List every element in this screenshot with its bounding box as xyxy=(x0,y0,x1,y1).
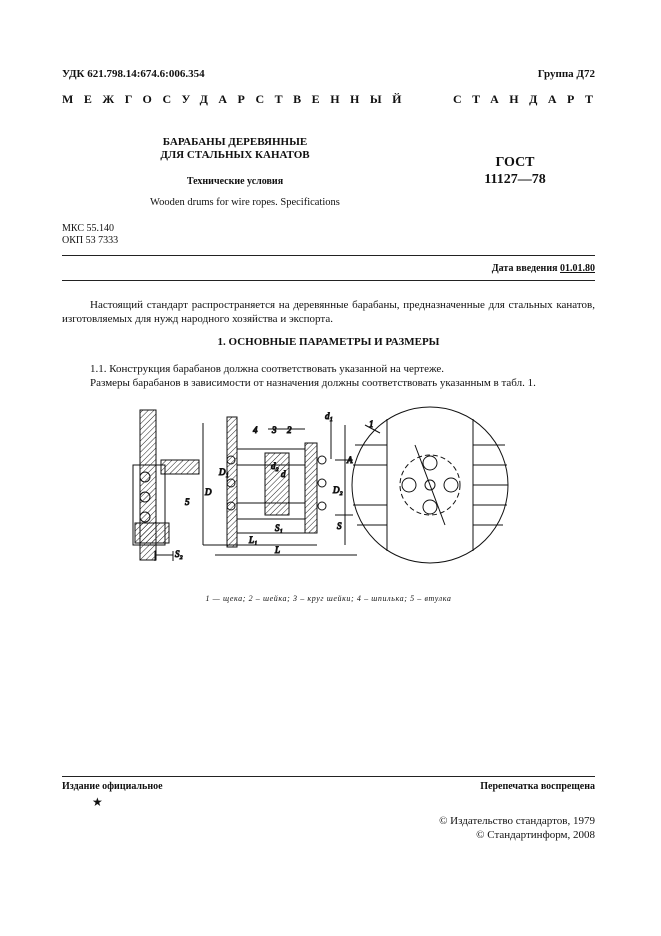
mks-code: МКС 55.140 xyxy=(62,223,114,234)
title-line-1: БАРАБАНЫ ДЕРЕВЯННЫЕ xyxy=(162,136,308,148)
drum-drawing xyxy=(125,405,525,585)
label-3: 3 xyxy=(272,425,277,435)
label-L: L xyxy=(275,545,281,555)
gost-number: 11127—78 xyxy=(484,172,546,187)
label-d: d xyxy=(281,469,286,479)
udk-code: УДК 621.798.14:674.6:006.354 xyxy=(62,68,205,80)
label-A: A xyxy=(347,455,353,465)
document-title xyxy=(130,136,340,162)
copyright-1979: © Издательство стандартов, 1979 xyxy=(439,815,595,827)
clause-1-1: 1.1. Конструкция барабанов должна соответствовать указанной на чертеже. xyxy=(90,363,445,375)
classification-codes xyxy=(62,223,118,247)
group-code: Группа Д72 xyxy=(537,68,595,80)
date-label: Дата введения xyxy=(491,263,558,274)
star-mark: ★ xyxy=(92,795,103,809)
banner-interstate: МЕЖГОСУДАРСТВЕННЫЙ xyxy=(62,92,412,106)
introduction-date xyxy=(492,263,595,274)
title-line-2: ДЛЯ СТАЛЬНЫХ КАНАТОВ xyxy=(160,149,310,161)
label-D2: D₂ xyxy=(333,485,343,495)
clause-1-1-dimensions: Размеры барабанов в зависимости от назначения должны соответствовать указанным в табл. 1. xyxy=(90,377,536,389)
banner-standard: СТАНДАРТ xyxy=(453,92,604,106)
document-subtitle: Технические условия xyxy=(186,176,284,187)
copyright-2008: © Стандартинформ, 2008 xyxy=(476,829,595,841)
label-1: 1 xyxy=(369,419,374,429)
date-value: 01.01.80 xyxy=(560,263,595,274)
gost-label: ГОСТ xyxy=(495,155,535,170)
label-s2: S₂ xyxy=(175,549,183,559)
label-s1: S₁ xyxy=(275,523,283,533)
label-L1: L₁ xyxy=(249,535,258,545)
gost-block xyxy=(470,154,560,188)
label-d2: d₂ xyxy=(271,461,279,471)
label-4: 4 xyxy=(253,425,258,435)
divider-top xyxy=(62,255,595,256)
label-D: D xyxy=(205,487,212,497)
figure-caption: 1 — щека; 2 – шейка; 3 – круг шейки; 4 – шпилька; 5 – втулка xyxy=(205,594,452,603)
official-edition: Издание официальное xyxy=(62,781,163,792)
intro-paragraph: Настоящий стандарт распространяется на деревянные барабаны, предназначенные для стальных канатов, изготовляемых для нужд народного хозяйства и экспорта. xyxy=(62,299,595,325)
label-s: S xyxy=(337,521,342,531)
left-view xyxy=(133,410,199,561)
divider-footer xyxy=(62,776,595,777)
english-title: Wooden drums for wire ropes. Specifications xyxy=(150,197,340,208)
copyright xyxy=(439,814,595,842)
section-title: 1. ОСНОВНЫЕ ПАРАМЕТРЫ И РАЗМЕРЫ xyxy=(217,336,440,348)
label-2: 2 xyxy=(287,425,292,435)
label-D1: D₁ xyxy=(219,467,229,477)
okp-code: ОКП 53 7333 xyxy=(62,235,119,246)
side-view xyxy=(352,407,508,563)
reprint-notice: Перепечатка воспрещена xyxy=(480,781,595,792)
divider-date xyxy=(62,280,595,281)
label-d1: d₁ xyxy=(325,411,333,421)
label-5: 5 xyxy=(185,497,190,507)
